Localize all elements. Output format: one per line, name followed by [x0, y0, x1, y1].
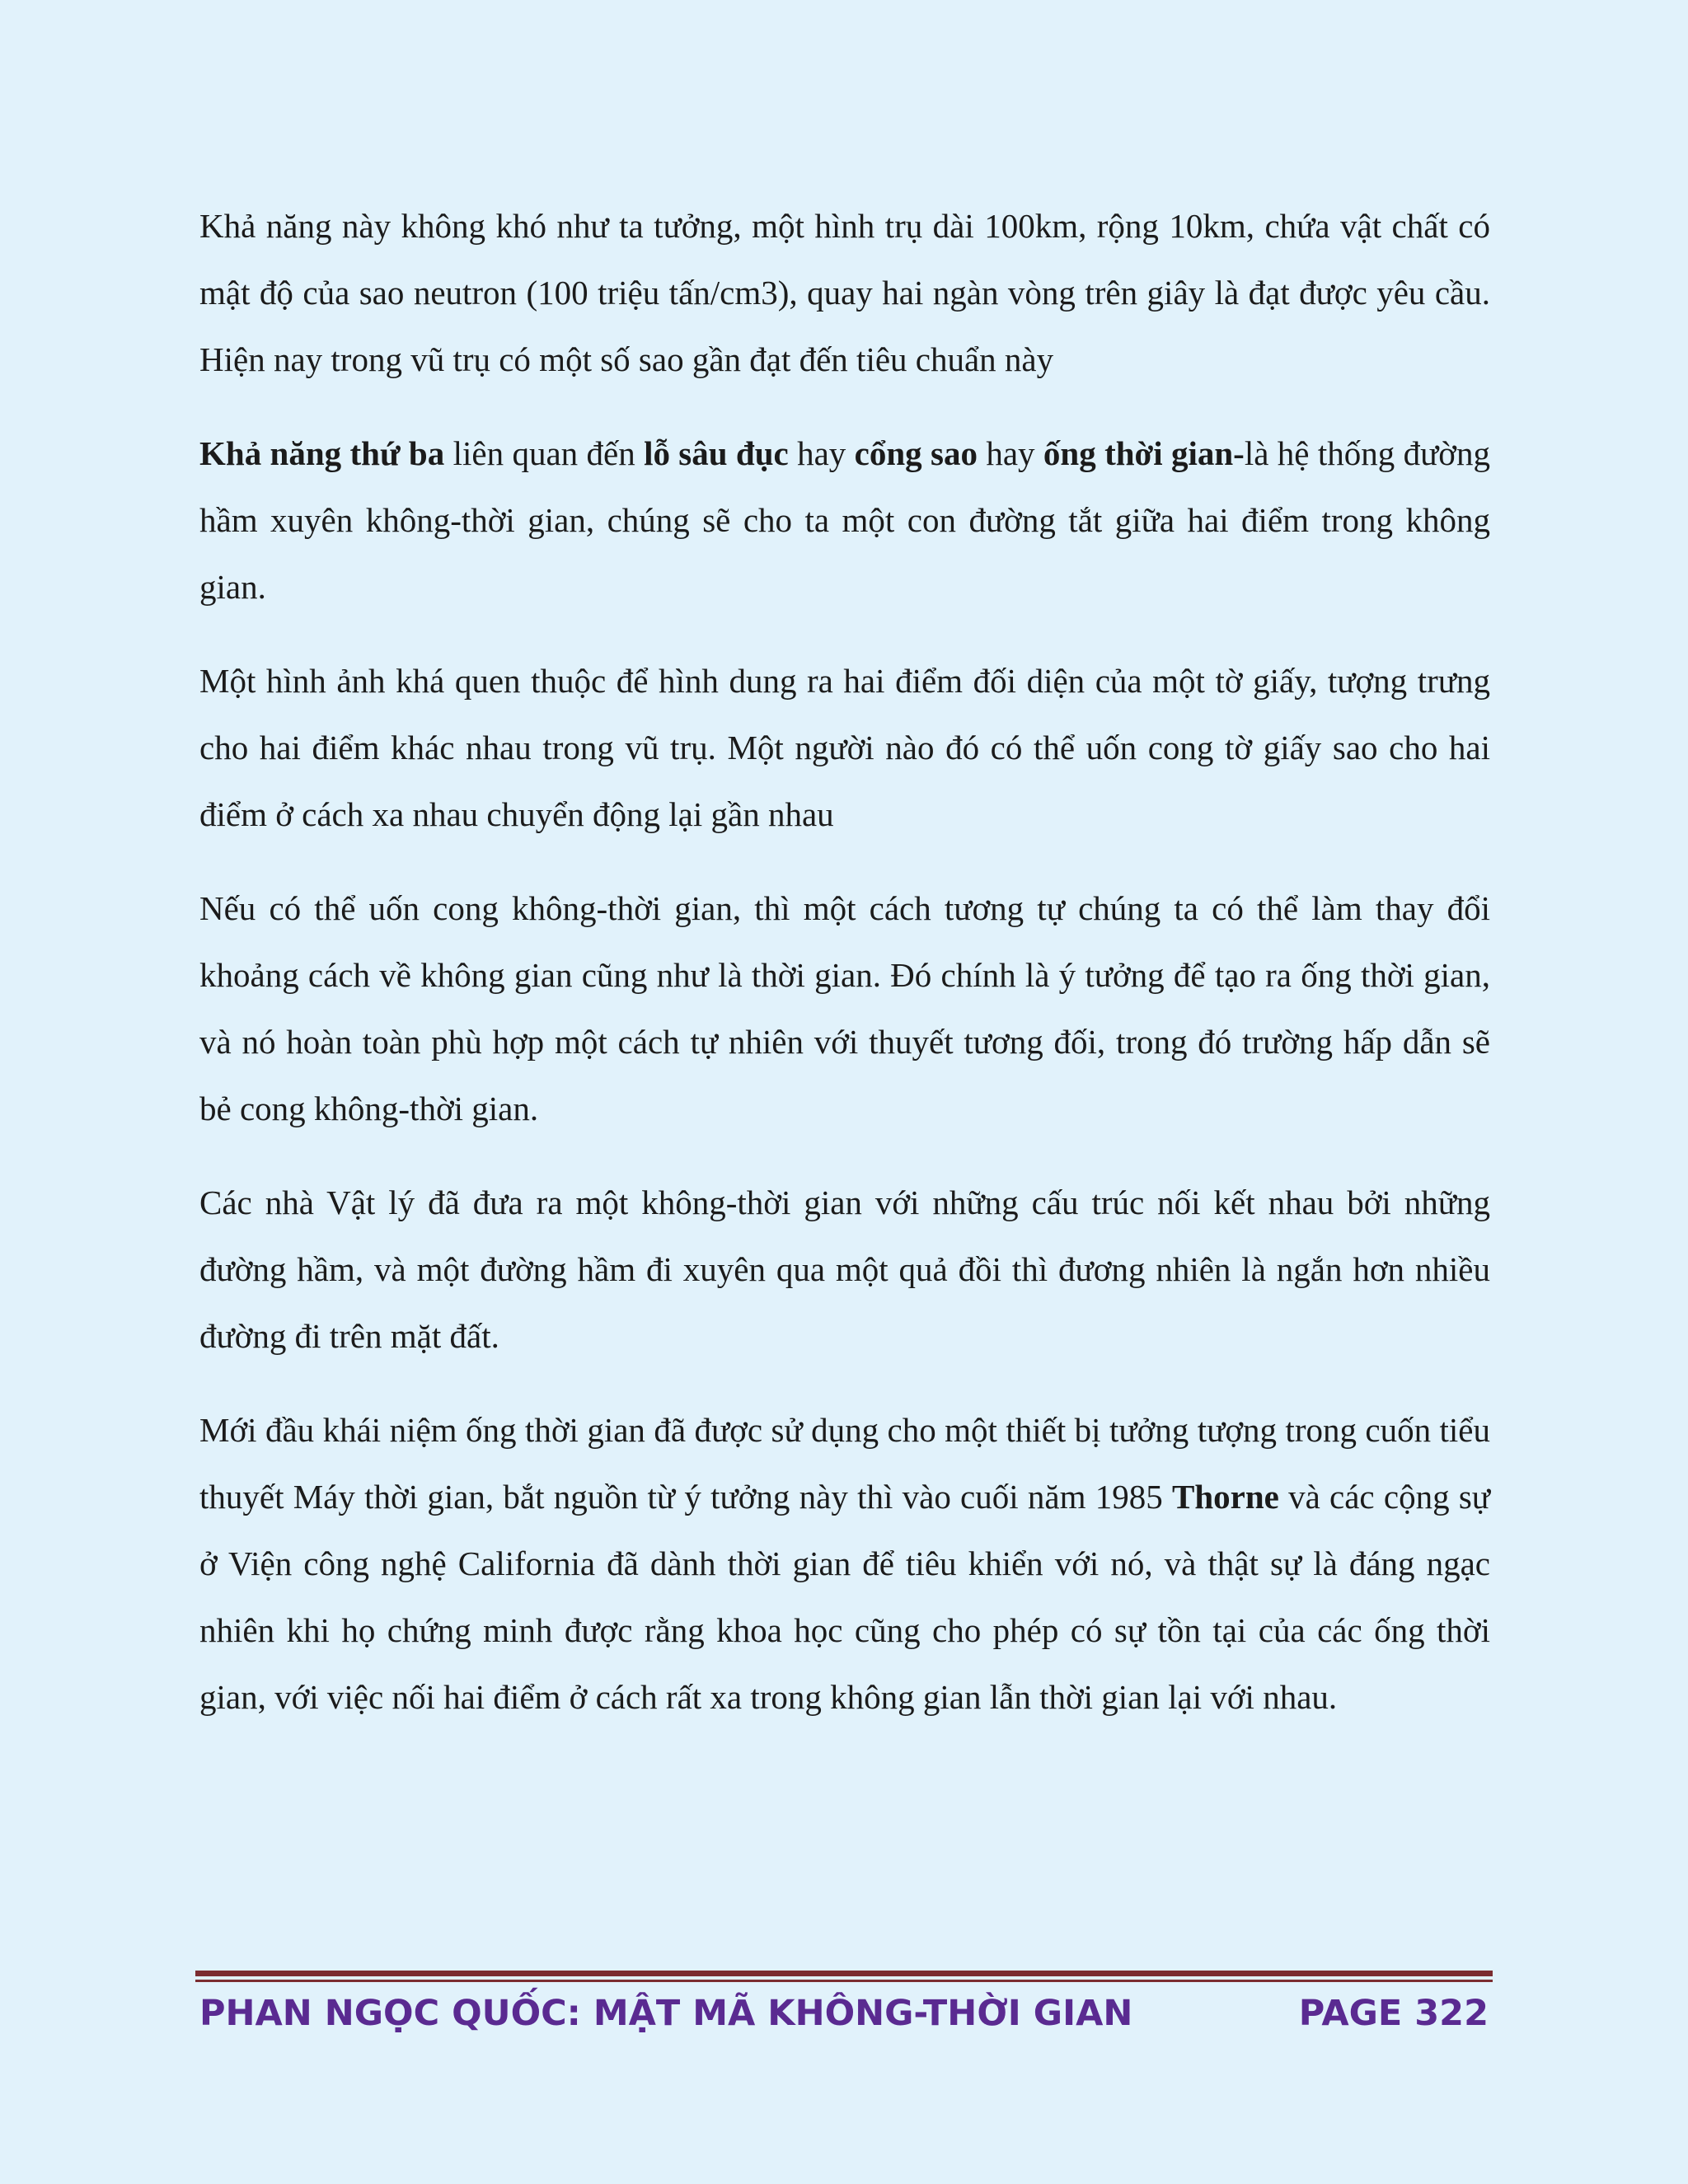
footer-book-title: PHAN NGỌC QUỐC: MẬT MÃ KHÔNG-THỜI GIAN	[199, 1993, 1133, 2034]
bold-term: lỗ sâu đục	[644, 434, 789, 472]
paragraph	[199, 648, 1490, 848]
text-run: hay	[977, 434, 1043, 472]
paragraph	[199, 1397, 1490, 1731]
footer-page-number: PAGE 322	[1298, 1993, 1489, 2034]
bold-term: Thorne	[1171, 1478, 1279, 1516]
text-run: Nếu có thể uốn cong không-thời gian, thì một cách tương tự chúng ta có thể làm thay đổi khoảng cách về không gian cũng như là thời gian. Đó chính là ý tưởng để tạo ra ống thời gian, và nó hoàn toàn phù hợp một cách tự nhiên với thuyết tương đối, trong đó trường hấp dẫn sẽ bẻ cong không-thời gian.	[199, 889, 1490, 1127]
paragraph	[199, 420, 1490, 621]
paragraph	[199, 875, 1490, 1142]
text-run: liên quan đến	[444, 434, 645, 472]
text-run: Một hình ảnh khá quen thuộc để hình dung ra hai điểm đối diện của một tờ giấy, tượng trưng cho hai điểm khác nhau trong vũ trụ. Một người nào đó có thể uốn cong tờ giấy sao cho hai điểm ở cách xa nhau chuyển động lại gần nhau	[199, 662, 1490, 833]
footer-divider	[195, 1971, 1493, 1976]
bold-term: cổng sao	[854, 434, 978, 472]
document-body	[199, 193, 1490, 1758]
bold-term: ống thời gian-	[1043, 434, 1245, 472]
text-run: là hệ thống đường hầm xuyên không-thời gian, chúng sẽ cho ta một con đường tắt giữa hai điểm trong không gian.	[199, 434, 1490, 606]
text-run: Mới đầu khái niệm ống thời gian đã được sử dụng cho một thiết bị tưởng tượng trong cuốn tiểu thuyết Máy thời gian, bắt nguồn từ ý tưởng này thì vào cuối năm 1985	[199, 1411, 1490, 1516]
bold-term: Khả năng thứ ba	[199, 434, 445, 472]
text-run: hay	[788, 434, 855, 472]
paragraph	[199, 1169, 1490, 1370]
text-run: và các cộng sự ở Viện công nghệ California đã dành thời gian để tiêu khiển với nó, và thật sự là đáng ngạc nhiên khi họ chứng minh được rằng khoa học cũng cho phép có sự tồn tại của các ống thời gian, với việc nối hai điểm ở cách rất xa trong không gian lẫn thời gian lại với nhau.	[199, 1478, 1490, 1716]
paragraph	[199, 193, 1490, 393]
text-run: Các nhà Vật lý đã đưa ra một không-thời gian với những cấu trúc nối kết nhau bởi những đường hầm, và một đường hầm đi xuyên qua một quả đồi thì đương nhiên là ngắn hơn nhiều đường đi trên mặt đất.	[199, 1183, 1490, 1355]
text-run: Khả năng này không khó như ta tưởng, một hình trụ dài 100km, rộng 10km, chứa vật chất có mật độ của sao neutron (100 triệu tấn/cm3), quay hai ngàn vòng trên giây là đạt được yêu cầu. Hiện nay trong vũ trụ có một số sao gần đạt đến tiêu chuẩn này	[199, 207, 1490, 378]
footer-divider-thin	[195, 1980, 1493, 1982]
